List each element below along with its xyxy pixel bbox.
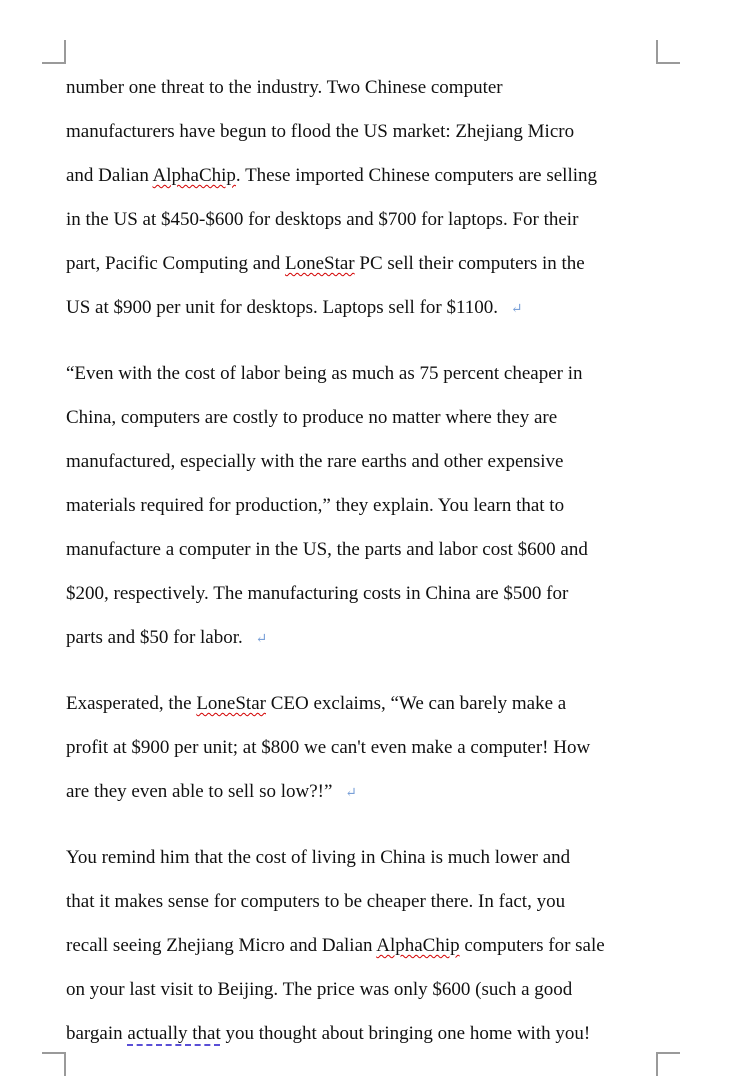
text-run: in the US at $450-$600 for desktops and $700 for laptops. For their	[66, 209, 579, 230]
text-line	[66, 970, 666, 1014]
paragraph	[66, 684, 666, 816]
text-line	[66, 442, 666, 486]
text-run: . These imported Chinese computers are selling	[235, 165, 598, 186]
text-line	[66, 926, 666, 970]
paragraph-spacing	[66, 816, 666, 838]
text-line	[66, 618, 666, 662]
paragraph	[66, 354, 666, 662]
text-run: CEO exclaims, “We can barely make a	[265, 693, 567, 714]
text-line	[66, 354, 666, 398]
text-line	[66, 156, 666, 200]
text-run: “Even with the cost of labor being as much as 75 percent cheaper in	[66, 363, 583, 384]
text-run: manufactured, especially with the rare earths and other expensive	[66, 451, 564, 472]
text-line	[66, 398, 666, 442]
paragraph-spacing	[66, 662, 666, 684]
text-line	[66, 200, 666, 244]
text-run: and Dalian	[66, 165, 153, 186]
text-run: that it makes sense for computers to be cheaper there. In fact, you	[66, 891, 566, 912]
text-line	[66, 486, 666, 530]
spelling-error-word: AlphaChip	[376, 935, 460, 956]
text-line	[66, 882, 666, 926]
paragraph	[66, 68, 666, 332]
margin-corner-top-left	[42, 40, 66, 64]
paragraph-spacing	[66, 332, 666, 354]
text-run: are they even able to sell so low?!”	[66, 781, 338, 802]
text-run: parts and $50 for labor.	[66, 627, 248, 648]
text-line	[66, 244, 666, 288]
paragraph-mark-icon: ↵	[255, 632, 268, 647]
text-run: manufacturers have begun to flood the US market: Zhejiang Micro	[66, 121, 575, 142]
text-run: recall seeing Zhejiang Micro and Dalian	[66, 935, 377, 956]
grammar-suggestion-phrase: actually that	[127, 1023, 221, 1044]
paragraph-mark-icon: ↵	[510, 302, 523, 317]
text-line	[66, 728, 666, 772]
text-run: on your last visit to Beijing. The price was only $600 (such a good	[66, 979, 573, 1000]
text-line	[66, 772, 666, 816]
text-line	[66, 574, 666, 618]
text-run: number one threat to the industry. Two Chinese computer	[66, 77, 503, 98]
text-run: US at $900 per unit for desktops. Laptops sell for $1100.	[66, 297, 503, 318]
paragraph	[66, 838, 666, 1058]
text-run: you thought about bringing one home with you!	[220, 1023, 591, 1044]
margin-corner-top-right	[656, 40, 680, 64]
text-line	[66, 112, 666, 156]
text-line	[66, 1014, 666, 1058]
paragraph-mark-icon: ↵	[345, 786, 357, 801]
text-run: PC sell their computers in the	[354, 253, 585, 274]
margin-corner-bottom-left	[42, 1052, 66, 1076]
text-run: bargain	[66, 1023, 128, 1044]
spelling-error-word: LoneStar	[196, 693, 266, 714]
text-run: You remind him that the cost of living in China is much lower and	[66, 847, 571, 868]
text-run: China, computers are costly to produce no matter where they are	[66, 407, 558, 428]
text-run: Exasperated, the	[66, 693, 197, 714]
spelling-error-word: AlphaChip	[152, 165, 236, 186]
text-line	[66, 288, 666, 332]
text-run: computers for sale	[459, 935, 605, 956]
text-run: part, Pacific Computing and	[66, 253, 285, 274]
text-line	[66, 838, 666, 882]
document-body[interactable]	[66, 68, 666, 1058]
text-run: manufacture a computer in the US, the parts and labor cost $600 and	[66, 539, 588, 560]
spelling-error-word: LoneStar	[284, 253, 355, 274]
text-run: profit at $900 per unit; at $800 we can't even make a computer! How	[66, 737, 591, 758]
text-line	[66, 68, 666, 112]
text-run: $200, respectively. The manufacturing costs in China are $500 for	[66, 583, 569, 604]
text-line	[66, 684, 666, 728]
text-run: materials required for production,” they explain. You learn that to	[66, 495, 565, 516]
text-line	[66, 530, 666, 574]
